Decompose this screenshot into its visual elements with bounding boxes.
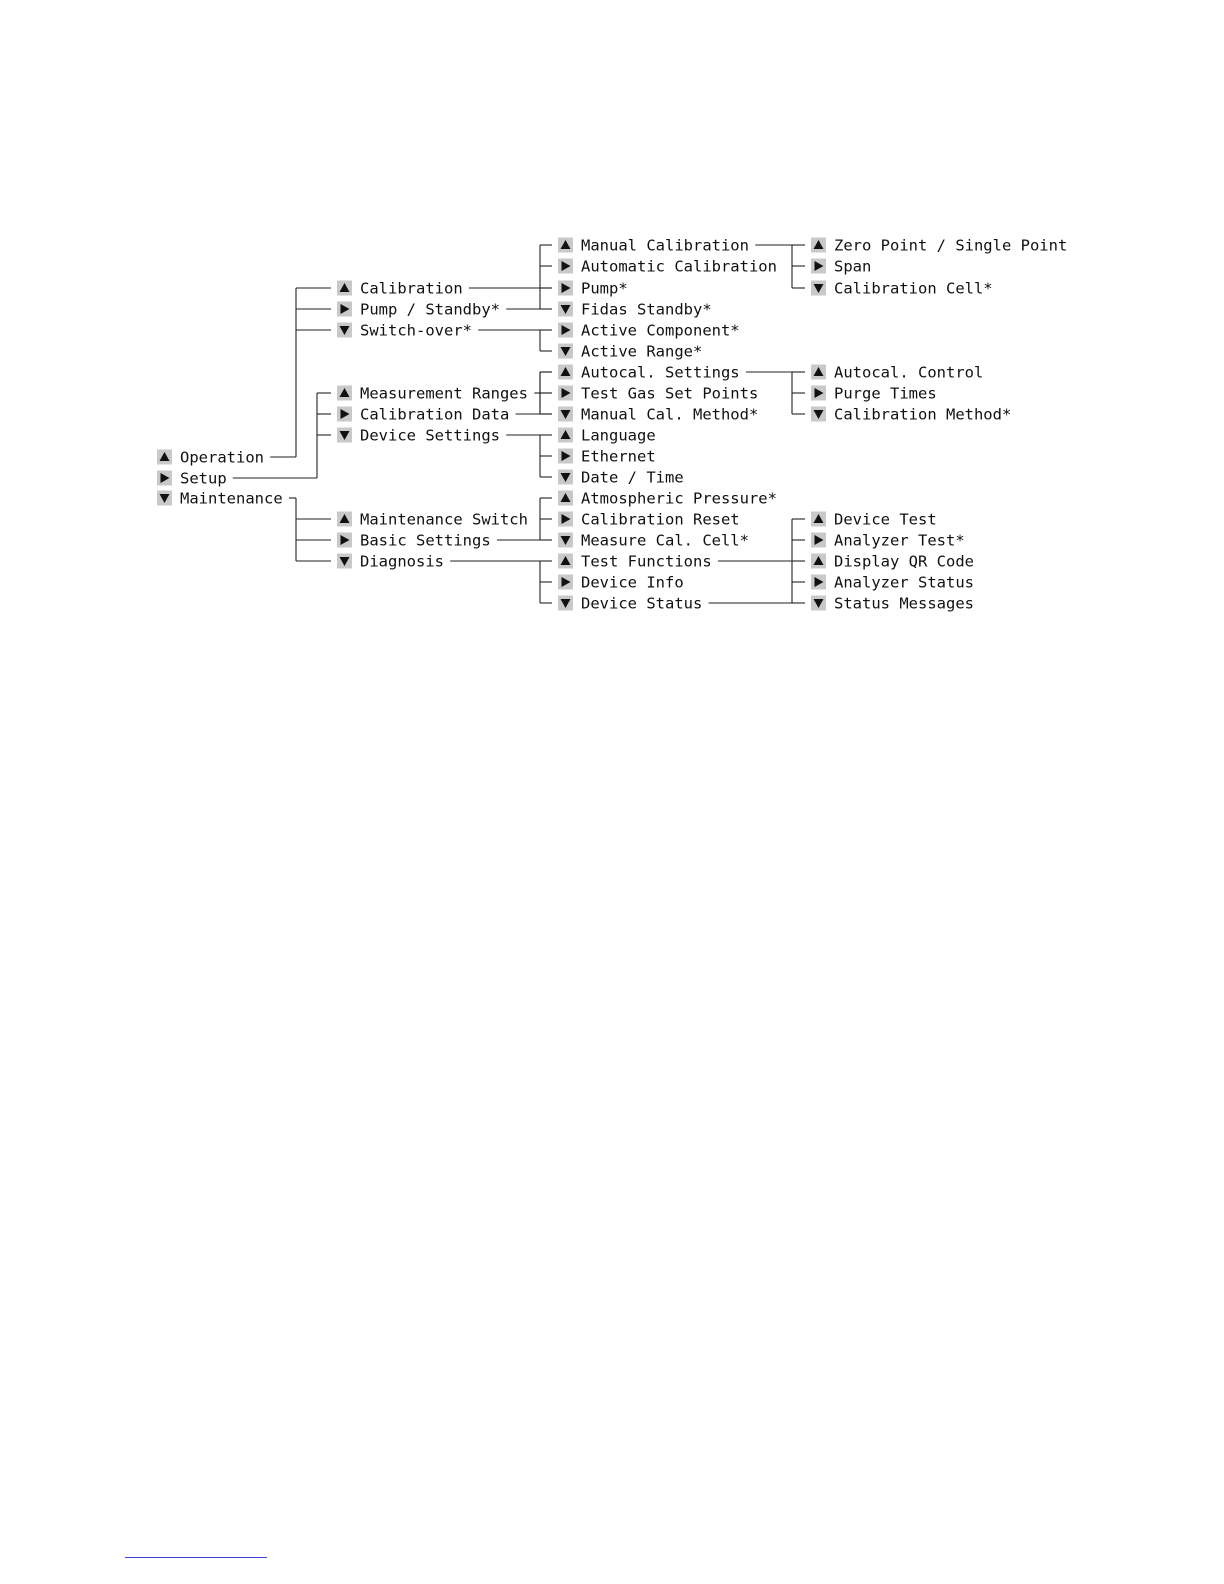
menu-node-diagnosis xyxy=(337,553,444,571)
menu-node-label: Device Status xyxy=(581,594,703,613)
menu-node-label: Manual Calibration xyxy=(581,236,749,255)
menu-node-autocal-control xyxy=(811,364,983,382)
menu-node-analyzer-test xyxy=(811,532,965,550)
menu-node-label: Analyzer Status xyxy=(834,573,974,592)
menu-node-calibration-method xyxy=(811,406,1011,424)
menu-node-device-test xyxy=(811,511,937,529)
menu-node-label: Span xyxy=(834,257,872,276)
menu-node-label: Calibration Reset xyxy=(581,510,740,529)
menu-node-label: Atmospheric Pressure* xyxy=(581,489,777,508)
menu-node-label: Measurement Ranges xyxy=(360,384,528,403)
menu-node-zero-point xyxy=(811,237,1067,255)
menu-node-label: Ethernet xyxy=(581,447,656,466)
menu-node-switch-over xyxy=(337,322,472,340)
menu-node-label: Pump / Standby* xyxy=(360,300,500,319)
menu-node-label: Device Info xyxy=(581,573,684,592)
menu-node-label: Status Messages xyxy=(834,594,974,613)
menu-node-test-functions xyxy=(558,553,712,571)
menu-node-label: Device Settings xyxy=(360,426,500,445)
menu-node-label: Setup xyxy=(180,469,227,488)
menu-node-label: Automatic Calibration xyxy=(581,257,777,276)
menu-node-calibration xyxy=(337,280,463,298)
menu-node-date-time xyxy=(558,469,684,487)
menu-node-label: Device Test xyxy=(834,510,937,529)
menu-nodes xyxy=(157,237,1067,613)
menu-node-manual-cal-method xyxy=(558,406,758,424)
menu-node-automatic-calibration xyxy=(558,258,777,276)
menu-node-label: Active Component* xyxy=(581,321,740,340)
menu-node-label: Zero Point / Single Point xyxy=(834,236,1068,255)
menu-node-operation xyxy=(157,449,264,467)
menu-node-label: Maintenance xyxy=(180,489,283,508)
menu-node-label: Measure Cal. Cell* xyxy=(581,531,749,550)
menu-node-label: Date / Time xyxy=(581,468,684,487)
menu-node-label: Calibration Cell* xyxy=(834,279,993,298)
menu-node-calibration-cell xyxy=(811,280,993,298)
menu-node-measurement-ranges xyxy=(337,385,528,403)
menu-node-maintenance xyxy=(157,490,283,508)
menu-node-atmospheric-pressure xyxy=(558,490,777,508)
menu-node-label: Test Gas Set Points xyxy=(581,384,759,403)
menu-node-setup xyxy=(157,470,227,488)
menu-node-analyzer-status xyxy=(811,574,974,592)
menu-node-device-status xyxy=(558,595,702,613)
menu-node-label: Autocal. Control xyxy=(834,363,984,382)
menu-node-display-qr-code xyxy=(811,553,974,571)
menu-node-manual-calibration xyxy=(558,237,749,255)
menu-node-label: Test Functions xyxy=(581,552,712,571)
menu-node-device-settings xyxy=(337,427,500,445)
menu-node-basic-settings xyxy=(337,532,491,550)
menu-node-active-component xyxy=(558,322,740,340)
menu-node-autocal-settings xyxy=(558,364,740,382)
menu-node-label: Autocal. Settings xyxy=(581,363,740,382)
menu-node-label: Language xyxy=(581,426,656,445)
footnote-separator xyxy=(125,1557,267,1558)
menu-node-label: Switch-over* xyxy=(360,321,472,340)
menu-node-label: Calibration xyxy=(360,279,463,298)
menu-node-label: Display QR Code xyxy=(834,552,974,571)
menu-node-label: Analyzer Test* xyxy=(834,531,965,550)
menu-node-ethernet xyxy=(558,448,656,466)
menu-node-label: Active Range* xyxy=(581,342,703,361)
menu-node-label: Operation xyxy=(180,448,264,467)
menu-node-active-range xyxy=(558,343,702,361)
menu-node-fidas-standby xyxy=(558,301,712,319)
menu-node-label: Calibration Data xyxy=(360,405,510,424)
menu-node-label: Purge Times xyxy=(834,384,937,403)
menu-node-status-messages xyxy=(811,595,974,613)
menu-node-pump-standby xyxy=(337,301,500,319)
menu-node-language xyxy=(558,427,656,445)
menu-node-label: Manual Cal. Method* xyxy=(581,405,759,424)
menu-node-label: Pump* xyxy=(581,279,628,298)
menu-node-device-info xyxy=(558,574,684,592)
menu-node-label: Basic Settings xyxy=(360,531,491,550)
menu-node-label: Calibration Method* xyxy=(834,405,1012,424)
menu-node-calibration-reset xyxy=(558,511,740,529)
menu-node-test-gas-set-points xyxy=(558,385,758,403)
menu-node-pump xyxy=(558,280,628,298)
menu-node-label: Diagnosis xyxy=(360,552,444,571)
menu-node-measure-cal-cell xyxy=(558,532,749,550)
menu-node-label: Maintenance Switch xyxy=(360,510,528,529)
menu-node-label: Fidas Standby* xyxy=(581,300,712,319)
menu-node-calibration-data xyxy=(337,406,509,424)
menu-node-maintenance-switch xyxy=(337,511,528,529)
menu-node-span xyxy=(811,258,871,276)
menu-node-purge-times xyxy=(811,385,937,403)
